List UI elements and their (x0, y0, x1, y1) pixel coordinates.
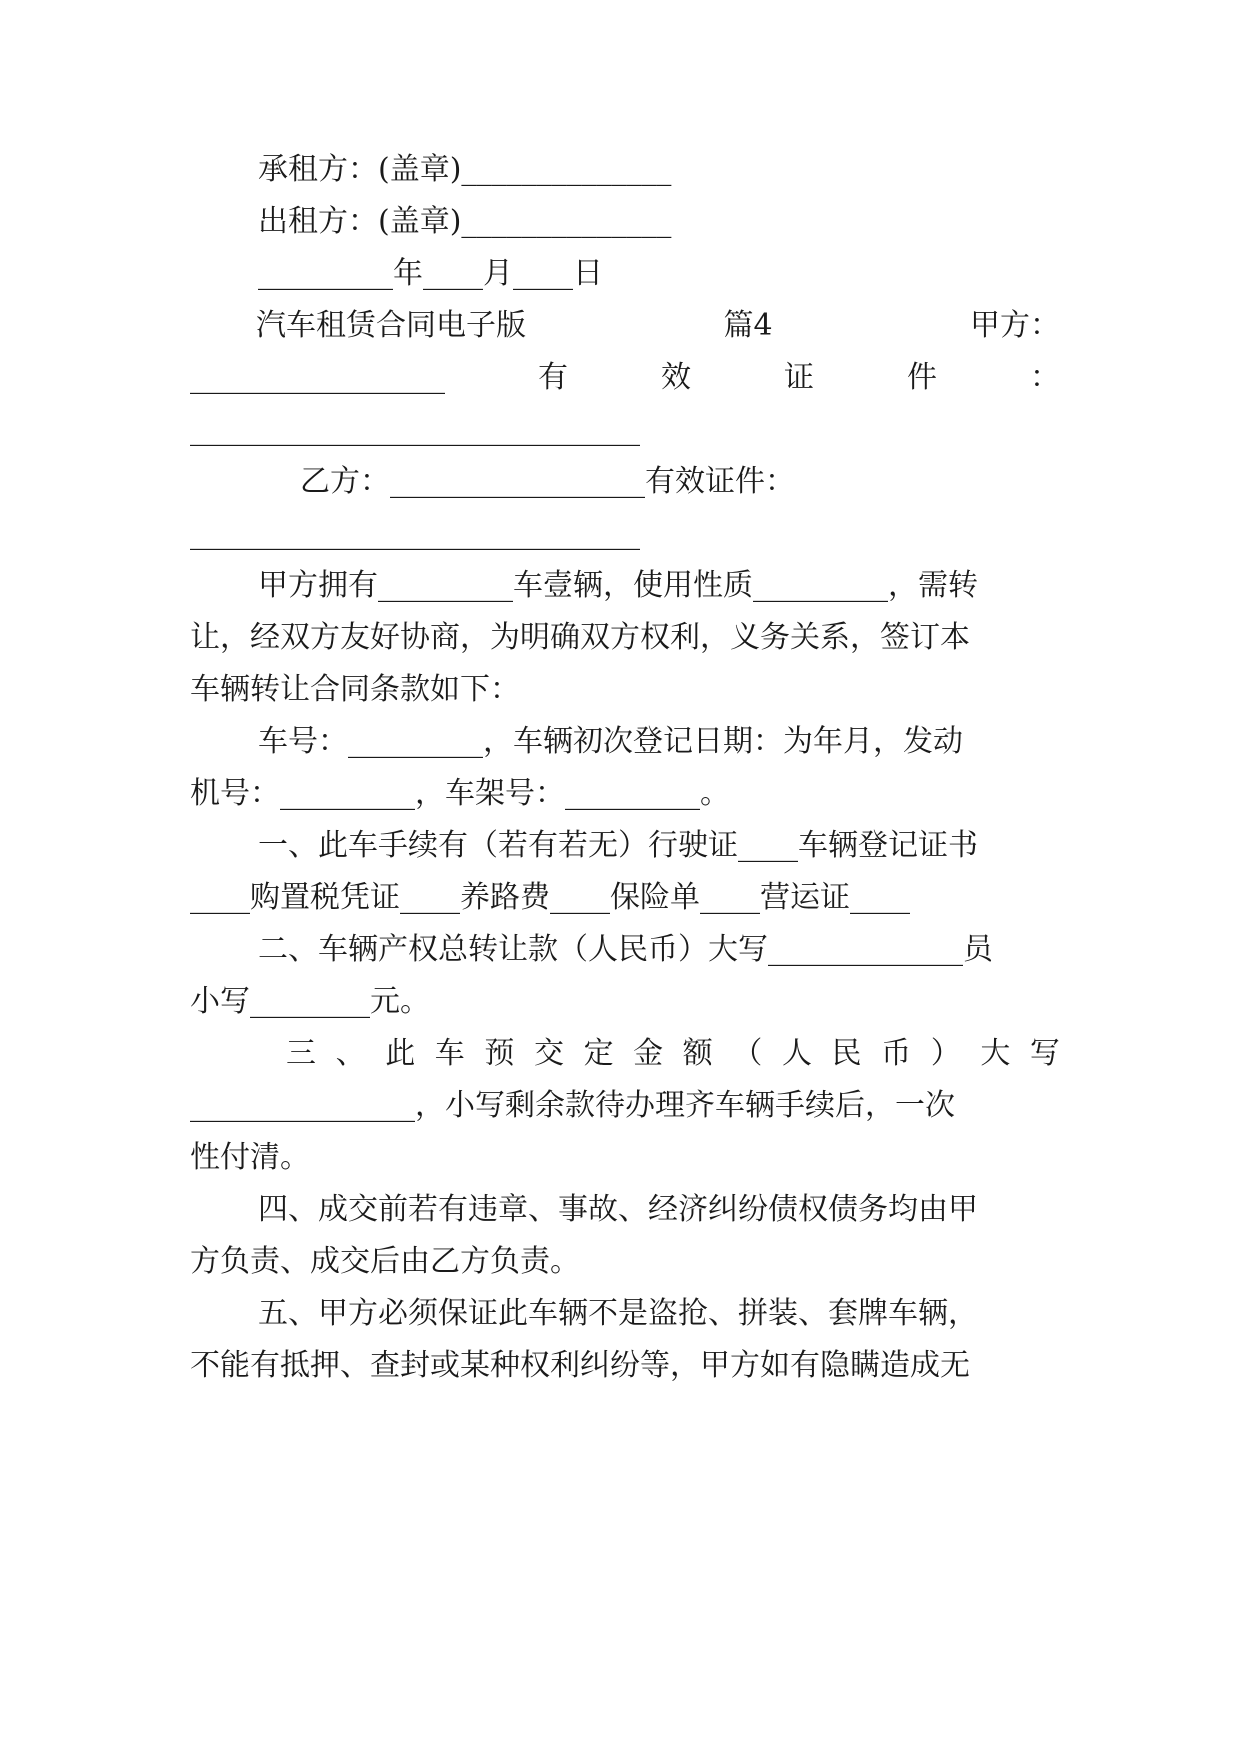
section-title-row (256, 306, 1060, 346)
clause-5-line: 五、甲方必须保证此车辆不是盗抢、拼装、套牌车辆， (258, 1296, 978, 1331)
party-a-label: 甲方： (970, 308, 1060, 343)
clause-3-char: 车 (434, 1036, 465, 1071)
clause-1-line: ____购置税凭证____养路费____保险单____营运证____ (190, 880, 910, 915)
party-a-blank: _________________ (190, 360, 445, 395)
section-number: 篇4 (723, 308, 773, 343)
party-a-cert-row (190, 358, 1060, 398)
clause-3-row (286, 1034, 1060, 1074)
cert-char-2: 效 (661, 360, 691, 395)
cert-char-3: 证 (784, 360, 814, 395)
paragraph-line: 车号：_________，车辆初次登记日期：为年月，发动 (258, 724, 963, 759)
paragraph-line: 让，经双方友好协商，为明确双方权利，义务关系，签订本 (190, 620, 970, 655)
clause-2-line: 小写________元。 (190, 984, 430, 1019)
clause-3-char: 额 (682, 1036, 713, 1071)
clause-4-line: 方负责、成交后由乙方负责。 (190, 1244, 580, 1279)
clause-1-line: 一、此车手续有（若有若无）行驶证____车辆登记证书 (258, 828, 978, 863)
clause-3-char: 金 (633, 1036, 664, 1071)
paragraph-line: 甲方拥有_________车壹辆，使用性质_________，需转 (258, 568, 978, 603)
clause-3-char: 预 (484, 1036, 515, 1071)
party-a-cert-blank: ______________________________ (190, 412, 640, 447)
lessor-seal-line: 出租方：(盖章)______________ (258, 204, 672, 239)
clause-3-char: 此 (385, 1036, 416, 1071)
paragraph-line: 车辆转让合同条款如下： (190, 672, 520, 707)
clause-3-char: 币 (881, 1036, 912, 1071)
party-b-cert-blank: ______________________________ (190, 516, 640, 551)
party-b-row: 乙方：_________________有效证件： (300, 464, 795, 499)
cert-colon: ： (1030, 360, 1060, 395)
clause-4-line: 四、成交前若有违章、事故、经济纠纷债权债务均由甲 (258, 1192, 978, 1227)
clause-3-char: 三 (286, 1036, 316, 1071)
section-title: 汽车租赁合同电子版 (256, 308, 526, 343)
clause-3-char: 民 (831, 1036, 862, 1071)
clause-3-char: 交 (533, 1036, 564, 1071)
cert-char-4: 件 (907, 360, 937, 395)
paragraph-line: 机号：_________，车架号：_________。 (190, 776, 730, 811)
clause-3-char: 写 (1029, 1036, 1060, 1071)
clause-2-line: 二、车辆产权总转让款（人民币）大写_____________员 (258, 932, 993, 967)
cert-char-1: 有 (538, 360, 568, 395)
lessee-seal-line: 承租方：(盖章)______________ (258, 152, 672, 187)
clause-3-char: （ (732, 1036, 763, 1071)
clause-5-line: 不能有抵押、查封或某种权利纠纷等，甲方如有隐瞒造成无 (190, 1348, 970, 1383)
clause-3-line: _______________，小写剩余款待办理齐车辆手续后，一次 (190, 1088, 955, 1123)
clause-3-char: 、 (335, 1036, 366, 1071)
clause-3-char: 定 (583, 1036, 614, 1071)
clause-3-char: ） (930, 1036, 961, 1071)
clause-3-char: 大 (980, 1036, 1011, 1071)
date-line: _________年____月____日 (258, 256, 603, 291)
clause-3-line: 性付清。 (190, 1140, 310, 1175)
clause-3-char: 人 (781, 1036, 812, 1071)
